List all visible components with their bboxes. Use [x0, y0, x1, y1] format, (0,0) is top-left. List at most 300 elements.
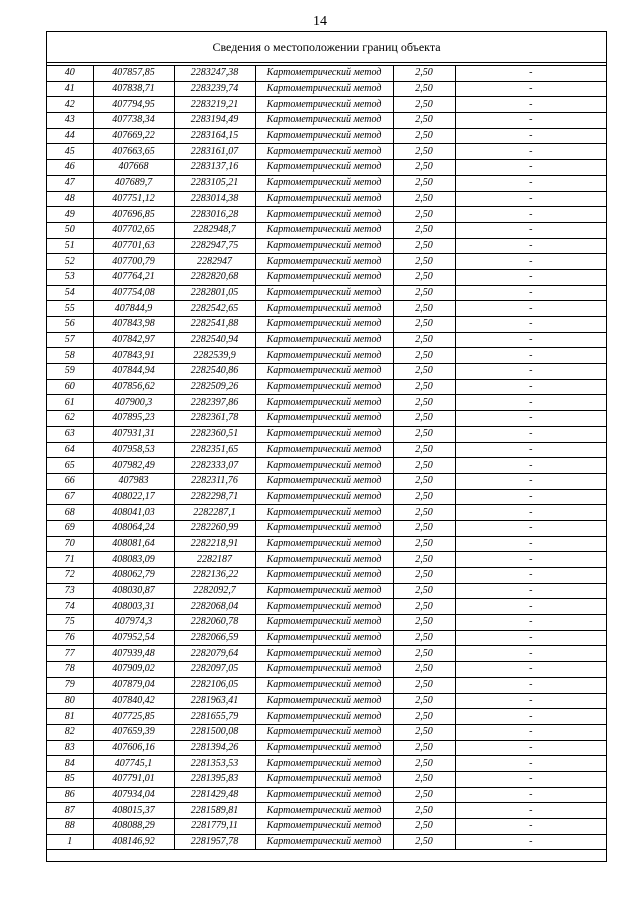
- description-cell: -: [455, 771, 606, 787]
- x-coordinate-cell: 407751,12: [93, 191, 174, 207]
- method-cell: Картометрический метод: [255, 677, 393, 693]
- point-number-cell: 74: [47, 599, 93, 615]
- x-coordinate-cell: 407909,02: [93, 662, 174, 678]
- table-row: [47, 677, 606, 693]
- table-row: [47, 269, 606, 285]
- accuracy-cell: 2,50: [393, 113, 455, 129]
- description-cell: -: [455, 693, 606, 709]
- table-row: [47, 254, 606, 270]
- table-row: [47, 238, 606, 254]
- accuracy-cell: 2,50: [393, 128, 455, 144]
- y-coordinate-cell: 2282066,59: [174, 630, 255, 646]
- point-number-cell: 54: [47, 285, 93, 301]
- point-number-cell: 57: [47, 332, 93, 348]
- description-cell: -: [455, 285, 606, 301]
- description-cell: -: [455, 489, 606, 505]
- coordinates-table: [47, 65, 606, 850]
- table-row: [47, 724, 606, 740]
- accuracy-cell: 2,50: [393, 662, 455, 678]
- description-cell: -: [455, 160, 606, 176]
- method-cell: Картометрический метод: [255, 395, 393, 411]
- description-cell: -: [455, 175, 606, 191]
- point-number-cell: 49: [47, 207, 93, 223]
- table-row: [47, 395, 606, 411]
- point-number-cell: 82: [47, 724, 93, 740]
- description-cell: -: [455, 254, 606, 270]
- x-coordinate-cell: 407754,08: [93, 285, 174, 301]
- method-cell: Картометрический метод: [255, 332, 393, 348]
- method-cell: Картометрический метод: [255, 520, 393, 536]
- y-coordinate-cell: 2282092,7: [174, 583, 255, 599]
- table-row: [47, 787, 606, 803]
- x-coordinate-cell: 407738,34: [93, 113, 174, 129]
- description-cell: -: [455, 630, 606, 646]
- table-row: [47, 285, 606, 301]
- table-row: [47, 113, 606, 129]
- point-number-cell: 75: [47, 615, 93, 631]
- accuracy-cell: 2,50: [393, 175, 455, 191]
- table-row: [47, 756, 606, 772]
- description-cell: -: [455, 536, 606, 552]
- method-cell: Картометрический метод: [255, 709, 393, 725]
- accuracy-cell: 2,50: [393, 426, 455, 442]
- x-coordinate-cell: 408088,29: [93, 819, 174, 835]
- table-row: [47, 301, 606, 317]
- description-cell: -: [455, 442, 606, 458]
- accuracy-cell: 2,50: [393, 599, 455, 615]
- point-number-cell: 63: [47, 426, 93, 442]
- description-cell: -: [455, 317, 606, 333]
- x-coordinate-cell: 408062,79: [93, 568, 174, 584]
- point-number-cell: 53: [47, 269, 93, 285]
- y-coordinate-cell: 2282287,1: [174, 505, 255, 521]
- y-coordinate-cell: 2283161,07: [174, 144, 255, 160]
- description-cell: -: [455, 740, 606, 756]
- y-coordinate-cell: 2281779,11: [174, 819, 255, 835]
- x-coordinate-cell: 407702,65: [93, 222, 174, 238]
- description-cell: -: [455, 81, 606, 97]
- point-number-cell: 84: [47, 756, 93, 772]
- accuracy-cell: 2,50: [393, 709, 455, 725]
- table-row: [47, 317, 606, 333]
- point-number-cell: 1: [47, 834, 93, 850]
- table-row: [47, 662, 606, 678]
- point-number-cell: 86: [47, 787, 93, 803]
- point-number-cell: 65: [47, 458, 93, 474]
- description-cell: -: [455, 803, 606, 819]
- x-coordinate-cell: 408022,17: [93, 489, 174, 505]
- page-number: 14: [313, 14, 327, 29]
- y-coordinate-cell: 2283194,49: [174, 113, 255, 129]
- table-row: [47, 834, 606, 850]
- table-row: [47, 207, 606, 223]
- method-cell: Картометрический метод: [255, 160, 393, 176]
- x-coordinate-cell: 407982,49: [93, 458, 174, 474]
- table-row: [47, 552, 606, 568]
- x-coordinate-cell: 407895,23: [93, 411, 174, 427]
- accuracy-cell: 2,50: [393, 97, 455, 113]
- method-cell: Картометрический метод: [255, 442, 393, 458]
- description-cell: -: [455, 724, 606, 740]
- description-cell: -: [455, 222, 606, 238]
- description-cell: -: [455, 348, 606, 364]
- table-row: [47, 222, 606, 238]
- accuracy-cell: 2,50: [393, 756, 455, 772]
- y-coordinate-cell: 2282509,26: [174, 379, 255, 395]
- method-cell: Картометрический метод: [255, 756, 393, 772]
- description-cell: -: [455, 834, 606, 850]
- accuracy-cell: 2,50: [393, 364, 455, 380]
- x-coordinate-cell: 407983: [93, 473, 174, 489]
- point-number-cell: 55: [47, 301, 93, 317]
- accuracy-cell: 2,50: [393, 317, 455, 333]
- point-number-cell: 73: [47, 583, 93, 599]
- accuracy-cell: 2,50: [393, 411, 455, 427]
- accuracy-cell: 2,50: [393, 332, 455, 348]
- description-cell: -: [455, 207, 606, 223]
- y-coordinate-cell: 2282351,65: [174, 442, 255, 458]
- method-cell: Картометрический метод: [255, 426, 393, 442]
- accuracy-cell: 2,50: [393, 285, 455, 301]
- description-cell: -: [455, 677, 606, 693]
- method-cell: Картометрический метод: [255, 599, 393, 615]
- method-cell: Картометрический метод: [255, 536, 393, 552]
- method-cell: Картометрический метод: [255, 113, 393, 129]
- method-cell: Картометрический метод: [255, 144, 393, 160]
- x-coordinate-cell: 408030,87: [93, 583, 174, 599]
- method-cell: Картометрический метод: [255, 128, 393, 144]
- x-coordinate-cell: 408064,24: [93, 520, 174, 536]
- accuracy-cell: 2,50: [393, 787, 455, 803]
- method-cell: Картометрический метод: [255, 379, 393, 395]
- accuracy-cell: 2,50: [393, 834, 455, 850]
- point-number-cell: 59: [47, 364, 93, 380]
- point-number-cell: 77: [47, 646, 93, 662]
- accuracy-cell: 2,50: [393, 520, 455, 536]
- table-row: [47, 693, 606, 709]
- y-coordinate-cell: 2282260,99: [174, 520, 255, 536]
- accuracy-cell: 2,50: [393, 646, 455, 662]
- y-coordinate-cell: 2282540,86: [174, 364, 255, 380]
- method-cell: Картометрический метод: [255, 473, 393, 489]
- method-cell: Картометрический метод: [255, 740, 393, 756]
- method-cell: Картометрический метод: [255, 787, 393, 803]
- y-coordinate-cell: 2281395,83: [174, 771, 255, 787]
- x-coordinate-cell: 407843,98: [93, 317, 174, 333]
- y-coordinate-cell: 2282136,22: [174, 568, 255, 584]
- table-row: [47, 66, 606, 82]
- x-coordinate-cell: 407606,16: [93, 740, 174, 756]
- accuracy-cell: 2,50: [393, 160, 455, 176]
- x-coordinate-cell: 407931,31: [93, 426, 174, 442]
- accuracy-cell: 2,50: [393, 379, 455, 395]
- x-coordinate-cell: 407900,3: [93, 395, 174, 411]
- table-row: [47, 536, 606, 552]
- point-number-cell: 72: [47, 568, 93, 584]
- point-number-cell: 47: [47, 175, 93, 191]
- accuracy-cell: 2,50: [393, 238, 455, 254]
- accuracy-cell: 2,50: [393, 489, 455, 505]
- x-coordinate-cell: 407794,95: [93, 97, 174, 113]
- x-coordinate-cell: 407701,63: [93, 238, 174, 254]
- point-number-cell: 61: [47, 395, 93, 411]
- y-coordinate-cell: 2282106,05: [174, 677, 255, 693]
- point-number-cell: 83: [47, 740, 93, 756]
- method-cell: Картометрический метод: [255, 191, 393, 207]
- description-cell: -: [455, 411, 606, 427]
- x-coordinate-cell: 407725,85: [93, 709, 174, 725]
- table-row: [47, 426, 606, 442]
- table-row: [47, 583, 606, 599]
- description-cell: -: [455, 379, 606, 395]
- table-row: [47, 442, 606, 458]
- y-coordinate-cell: 2282539,9: [174, 348, 255, 364]
- accuracy-cell: 2,50: [393, 583, 455, 599]
- description-cell: -: [455, 615, 606, 631]
- point-number-cell: 71: [47, 552, 93, 568]
- method-cell: Картометрический метод: [255, 285, 393, 301]
- description-cell: -: [455, 144, 606, 160]
- table-row: [47, 615, 606, 631]
- table-row: [47, 473, 606, 489]
- table-row: [47, 709, 606, 725]
- point-number-cell: 88: [47, 819, 93, 835]
- y-coordinate-cell: 2283219,21: [174, 97, 255, 113]
- y-coordinate-cell: 2283164,15: [174, 128, 255, 144]
- method-cell: Картометрический метод: [255, 583, 393, 599]
- method-cell: Картометрический метод: [255, 458, 393, 474]
- accuracy-cell: 2,50: [393, 254, 455, 270]
- x-coordinate-cell: 407856,62: [93, 379, 174, 395]
- point-number-cell: 42: [47, 97, 93, 113]
- x-coordinate-cell: 407939,48: [93, 646, 174, 662]
- table-row: [47, 646, 606, 662]
- table-row: [47, 771, 606, 787]
- x-coordinate-cell: 407689,7: [93, 175, 174, 191]
- y-coordinate-cell: 2282218,91: [174, 536, 255, 552]
- accuracy-cell: 2,50: [393, 458, 455, 474]
- accuracy-cell: 2,50: [393, 191, 455, 207]
- method-cell: Картометрический метод: [255, 646, 393, 662]
- method-cell: Картометрический метод: [255, 568, 393, 584]
- accuracy-cell: 2,50: [393, 81, 455, 97]
- method-cell: Картометрический метод: [255, 819, 393, 835]
- x-coordinate-cell: 407663,65: [93, 144, 174, 160]
- table-row: [47, 505, 606, 521]
- accuracy-cell: 2,50: [393, 348, 455, 364]
- table-row: [47, 599, 606, 615]
- boundary-info-frame: [46, 31, 607, 862]
- table-row: [47, 568, 606, 584]
- method-cell: Картометрический метод: [255, 317, 393, 333]
- accuracy-cell: 2,50: [393, 473, 455, 489]
- method-cell: Картометрический метод: [255, 803, 393, 819]
- point-number-cell: 81: [47, 709, 93, 725]
- y-coordinate-cell: 2282079,64: [174, 646, 255, 662]
- description-cell: -: [455, 395, 606, 411]
- table-row: [47, 160, 606, 176]
- point-number-cell: 43: [47, 113, 93, 129]
- description-cell: -: [455, 787, 606, 803]
- y-coordinate-cell: 2283016,28: [174, 207, 255, 223]
- y-coordinate-cell: 2281589,81: [174, 803, 255, 819]
- point-number-cell: 79: [47, 677, 93, 693]
- x-coordinate-cell: 408015,37: [93, 803, 174, 819]
- table-row: [47, 144, 606, 160]
- x-coordinate-cell: 407857,85: [93, 66, 174, 82]
- x-coordinate-cell: 407958,53: [93, 442, 174, 458]
- accuracy-cell: 2,50: [393, 630, 455, 646]
- y-coordinate-cell: 2281963,41: [174, 693, 255, 709]
- point-number-cell: 40: [47, 66, 93, 82]
- table-row: [47, 97, 606, 113]
- point-number-cell: 67: [47, 489, 93, 505]
- x-coordinate-cell: 407659,39: [93, 724, 174, 740]
- y-coordinate-cell: 2282542,65: [174, 301, 255, 317]
- table-row: [47, 175, 606, 191]
- x-coordinate-cell: 407764,21: [93, 269, 174, 285]
- accuracy-cell: 2,50: [393, 395, 455, 411]
- accuracy-cell: 2,50: [393, 144, 455, 160]
- point-number-cell: 76: [47, 630, 93, 646]
- method-cell: Картометрический метод: [255, 222, 393, 238]
- method-cell: Картометрический метод: [255, 301, 393, 317]
- description-cell: -: [455, 473, 606, 489]
- method-cell: Картометрический метод: [255, 364, 393, 380]
- table-row: [47, 520, 606, 536]
- description-cell: -: [455, 599, 606, 615]
- method-cell: Картометрический метод: [255, 693, 393, 709]
- method-cell: Картометрический метод: [255, 269, 393, 285]
- y-coordinate-cell: 2282311,76: [174, 473, 255, 489]
- method-cell: Картометрический метод: [255, 771, 393, 787]
- y-coordinate-cell: 2282541,88: [174, 317, 255, 333]
- y-coordinate-cell: 2281429,48: [174, 787, 255, 803]
- accuracy-cell: 2,50: [393, 568, 455, 584]
- accuracy-cell: 2,50: [393, 442, 455, 458]
- y-coordinate-cell: 2282060,78: [174, 615, 255, 631]
- description-cell: -: [455, 238, 606, 254]
- point-number-cell: 66: [47, 473, 93, 489]
- accuracy-cell: 2,50: [393, 207, 455, 223]
- accuracy-cell: 2,50: [393, 66, 455, 82]
- method-cell: Картометрический метод: [255, 81, 393, 97]
- table-row: [47, 348, 606, 364]
- y-coordinate-cell: 2281353,53: [174, 756, 255, 772]
- description-cell: -: [455, 128, 606, 144]
- table-row: [47, 191, 606, 207]
- description-cell: -: [455, 113, 606, 129]
- point-number-cell: 64: [47, 442, 93, 458]
- point-number-cell: 78: [47, 662, 93, 678]
- y-coordinate-cell: 2283137,16: [174, 160, 255, 176]
- description-cell: -: [455, 520, 606, 536]
- y-coordinate-cell: 2282068,04: [174, 599, 255, 615]
- method-cell: Картометрический метод: [255, 175, 393, 191]
- y-coordinate-cell: 2282947: [174, 254, 255, 270]
- description-cell: -: [455, 458, 606, 474]
- table-row: [47, 379, 606, 395]
- description-cell: -: [455, 646, 606, 662]
- accuracy-cell: 2,50: [393, 536, 455, 552]
- method-cell: Картометрический метод: [255, 238, 393, 254]
- x-coordinate-cell: 407879,04: [93, 677, 174, 693]
- accuracy-cell: 2,50: [393, 771, 455, 787]
- description-cell: -: [455, 583, 606, 599]
- table-row: [47, 489, 606, 505]
- table-row: [47, 81, 606, 97]
- description-cell: -: [455, 332, 606, 348]
- description-cell: -: [455, 364, 606, 380]
- x-coordinate-cell: 408146,92: [93, 834, 174, 850]
- description-cell: -: [455, 505, 606, 521]
- point-number-cell: 68: [47, 505, 93, 521]
- description-cell: -: [455, 191, 606, 207]
- x-coordinate-cell: 407668: [93, 160, 174, 176]
- description-cell: -: [455, 301, 606, 317]
- table-row: [47, 128, 606, 144]
- point-number-cell: 70: [47, 536, 93, 552]
- table-row: [47, 740, 606, 756]
- table-row: [47, 332, 606, 348]
- x-coordinate-cell: 407669,22: [93, 128, 174, 144]
- x-coordinate-cell: 407700,79: [93, 254, 174, 270]
- accuracy-cell: 2,50: [393, 693, 455, 709]
- point-number-cell: 44: [47, 128, 93, 144]
- x-coordinate-cell: 407840,42: [93, 693, 174, 709]
- point-number-cell: 85: [47, 771, 93, 787]
- table-row: [47, 819, 606, 835]
- description-cell: -: [455, 66, 606, 82]
- description-cell: -: [455, 568, 606, 584]
- x-coordinate-cell: 407838,71: [93, 81, 174, 97]
- description-cell: -: [455, 756, 606, 772]
- x-coordinate-cell: 407844,9: [93, 301, 174, 317]
- table-row: [47, 630, 606, 646]
- table-caption: Сведения о местоположении границ объекта: [47, 32, 606, 63]
- method-cell: Картометрический метод: [255, 66, 393, 82]
- method-cell: Картометрический метод: [255, 662, 393, 678]
- point-number-cell: 60: [47, 379, 93, 395]
- table-row: [47, 458, 606, 474]
- y-coordinate-cell: 2281655,79: [174, 709, 255, 725]
- accuracy-cell: 2,50: [393, 724, 455, 740]
- method-cell: Картометрический метод: [255, 834, 393, 850]
- description-cell: -: [455, 269, 606, 285]
- y-coordinate-cell: 2283014,38: [174, 191, 255, 207]
- y-coordinate-cell: 2283247,38: [174, 66, 255, 82]
- y-coordinate-cell: 2282540,94: [174, 332, 255, 348]
- y-coordinate-cell: 2282820,68: [174, 269, 255, 285]
- point-number-cell: 80: [47, 693, 93, 709]
- table-row: [47, 364, 606, 380]
- x-coordinate-cell: 407843,91: [93, 348, 174, 364]
- x-coordinate-cell: 407974,3: [93, 615, 174, 631]
- y-coordinate-cell: 2283239,74: [174, 81, 255, 97]
- point-number-cell: 46: [47, 160, 93, 176]
- y-coordinate-cell: 2281394,26: [174, 740, 255, 756]
- method-cell: Картометрический метод: [255, 615, 393, 631]
- y-coordinate-cell: 2282360,51: [174, 426, 255, 442]
- y-coordinate-cell: 2282947,75: [174, 238, 255, 254]
- description-cell: -: [455, 552, 606, 568]
- point-number-cell: 56: [47, 317, 93, 333]
- method-cell: Картометрический метод: [255, 724, 393, 740]
- accuracy-cell: 2,50: [393, 819, 455, 835]
- method-cell: Картометрический метод: [255, 97, 393, 113]
- method-cell: Картометрический метод: [255, 630, 393, 646]
- x-coordinate-cell: 407696,85: [93, 207, 174, 223]
